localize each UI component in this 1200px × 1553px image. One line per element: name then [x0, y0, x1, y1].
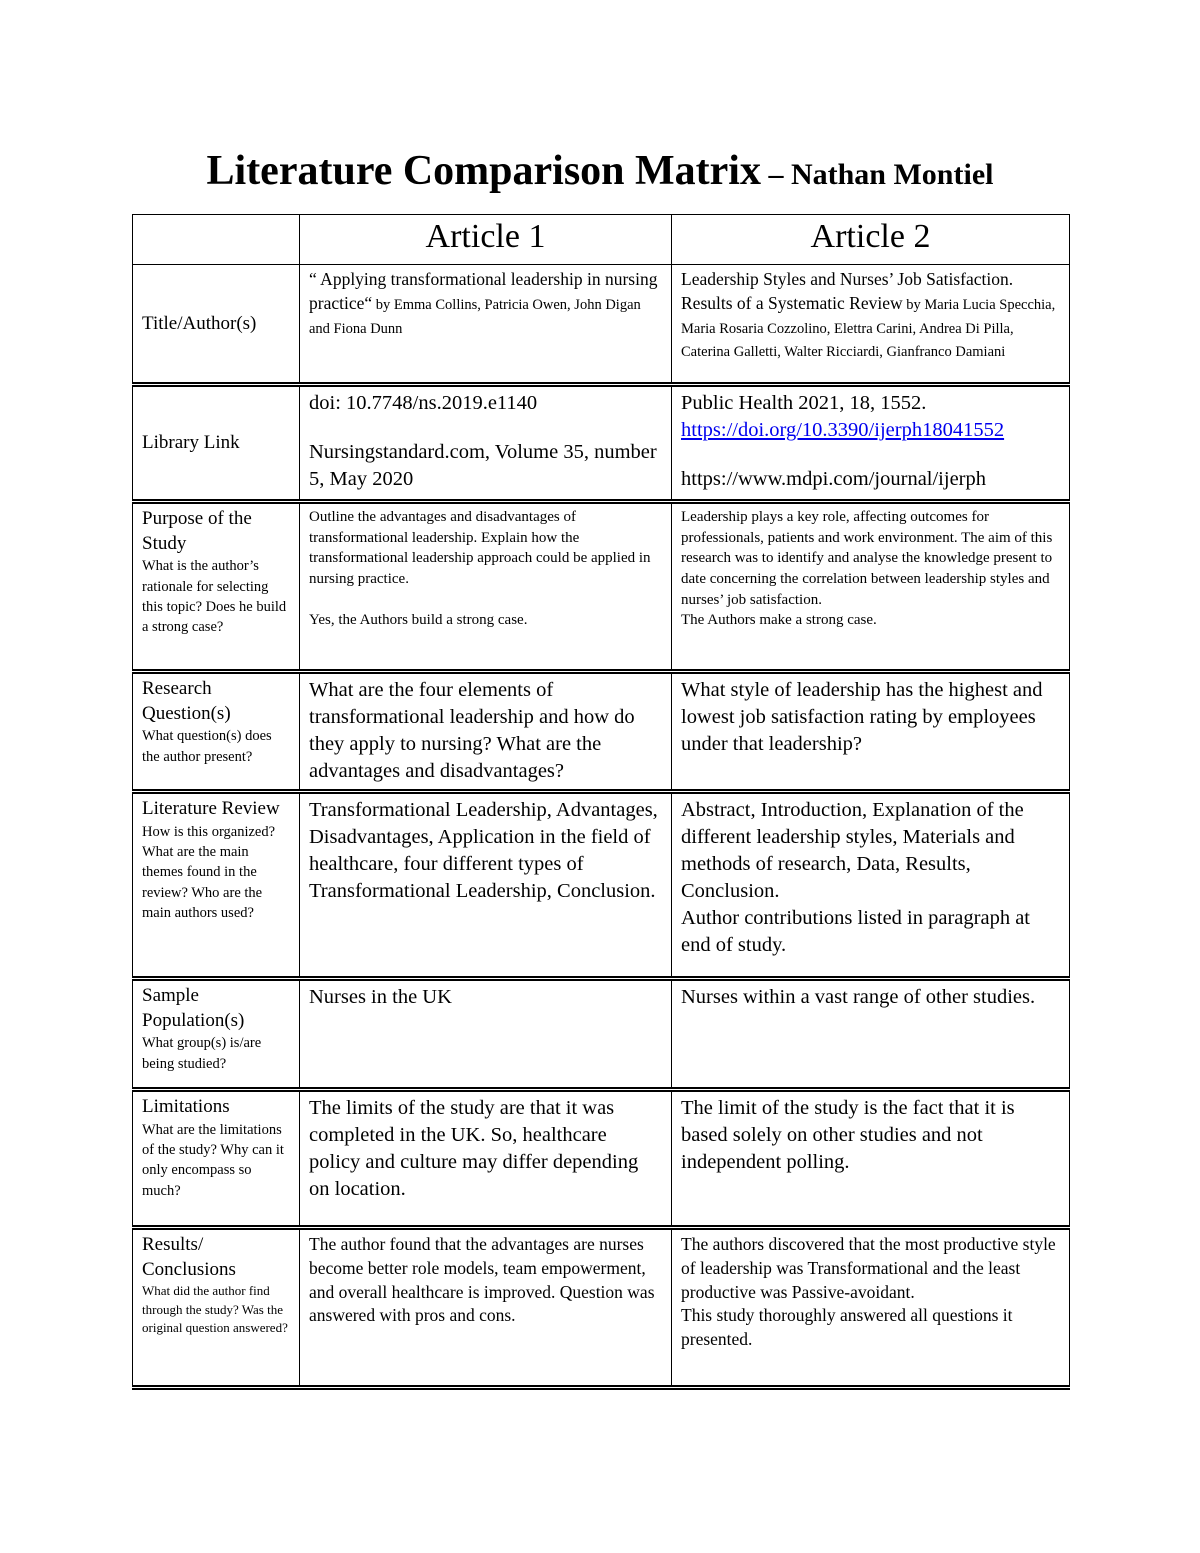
title-dash: –	[760, 158, 791, 191]
article-2-journal-url: https://www.mdpi.com/journal/ijerph	[681, 468, 986, 491]
article-2-limitations: The limit of the study is the fact that it is based solely on other studies and not independent polling.	[681, 1097, 1015, 1174]
article-1-limitations: The limits of the study are that it was completed in the UK. So, healthcare policy and culture may differ depending on location.	[309, 1097, 639, 1201]
row-label: Purpose of the Study	[142, 508, 252, 554]
document-title: Literature Comparison Matrix	[206, 148, 761, 194]
article-2-purpose-cell	[672, 502, 1070, 672]
article-2-results-verdict: This study thoroughly answered all questions it presented.	[681, 1305, 1013, 1350]
row-hint: What group(s) is/are being studied?	[142, 1035, 262, 1072]
article-1-review-cell	[300, 792, 672, 979]
row-sample-population	[133, 979, 1070, 1090]
article-1-title: “ Applying transformational leadership in nursing practice“	[309, 269, 658, 313]
row-purpose	[133, 502, 1070, 672]
row-label: Title/Author(s)	[142, 312, 257, 334]
article-1-limitations-cell	[300, 1090, 672, 1228]
spacer	[309, 417, 662, 439]
row-label: Results/ Conclusions	[142, 1234, 236, 1280]
article-2-limitations-cell	[672, 1090, 1070, 1228]
article-1-review: Transformational Leadership, Advantages, Disadvantages, Application in the field of healthcare, four different types of Transformational Leadership, Conclusion.	[309, 799, 658, 903]
row-label-cell	[133, 502, 300, 672]
article-2-authors: by Maria Lucia Specchia, Maria Rosaria Cozzolino, Elettra Carini, Andrea Di Pilla, Caterina Galletti, Walter Ricciardi, Gianfranco Damiani	[681, 296, 1056, 361]
article-2-source: Public Health 2021, 18, 1552.	[681, 392, 927, 414]
article-1-title-cell	[300, 265, 672, 385]
row-hint: What is the author’s rationale for selecting this topic? Does he build a strong case?	[142, 558, 287, 636]
article-1-purpose: Outline the advantages and disadvantages of transformational leadership. Explain how the transformational leadership approach could be applied in nursing practice.	[309, 509, 651, 588]
row-hint: What did the author find through the study? Was the original question answered?	[142, 1283, 288, 1335]
row-limitations	[133, 1090, 1070, 1228]
corner-cell	[133, 215, 300, 265]
row-title-author	[133, 265, 1070, 385]
row-label: Library Link	[142, 432, 240, 454]
article-1-purpose-cell	[300, 502, 672, 672]
row-label: Sample Population(s)	[142, 985, 245, 1031]
comparison-matrix-table	[132, 214, 1070, 1390]
row-research-question	[133, 672, 1070, 792]
article-2-results-cell	[672, 1228, 1070, 1388]
article-2-doi-link[interactable]: https://doi.org/10.3390/ijerph18041552	[681, 419, 1005, 442]
article-1-sample: Nurses in the UK	[309, 986, 452, 1008]
header-row	[133, 215, 1070, 265]
row-label-cell	[133, 1228, 300, 1388]
article-1-source: Nursingstandard.com, Volume 35, number 5, May 2020	[309, 441, 657, 491]
article-2-question-cell	[672, 672, 1070, 792]
row-hint: What are the limitations of the study? Why can it only encompass so much?	[142, 1121, 284, 1199]
article-2-sample: Nurses within a vast range of other studies.	[681, 986, 1036, 1008]
row-hint: How is this organized? What are the main themes found in the review? Who are the main authors used?	[142, 823, 276, 921]
header-article-1: Article 1	[300, 215, 672, 265]
document-author: Nathan Montiel	[790, 158, 994, 191]
row-hint: What question(s) does the author present?	[142, 728, 272, 765]
row-literature-review	[133, 792, 1070, 979]
article-1-question: What are the four elements of transformational leadership and how do they apply to nursing? What are the advantages and disadvantages?	[309, 679, 635, 783]
article-2-title-cell	[672, 265, 1070, 385]
article-1-results: The author found that the advantages are nurses become better role models, team empowerment, and overall healthcare is improved. Question was answered with pros and cons.	[309, 1234, 655, 1326]
row-label-cell	[133, 979, 300, 1090]
article-2-results: The authors discovered that the most productive style of leadership was Transformational and the least productive was Passive-avoidant.	[681, 1234, 1056, 1302]
article-1-authors: by Emma Collins, Patricia Owen, John Digan and Fiona Dunn	[309, 296, 641, 337]
article-1-question-cell	[300, 672, 672, 792]
article-2-library-cell	[672, 385, 1070, 502]
row-label-cell	[133, 265, 300, 385]
article-2-review-cell	[672, 792, 1070, 979]
article-2-review-contributions: Author contributions listed in paragraph at end of study.	[681, 907, 1030, 957]
article-1-library-cell	[300, 385, 672, 502]
article-1-doi: doi: 10.7748/ns.2019.e1140	[309, 392, 538, 414]
spacer	[309, 590, 662, 610]
row-label: Research Question(s)	[142, 678, 231, 724]
article-2-sample-cell	[672, 979, 1070, 1090]
article-1-sample-cell	[300, 979, 672, 1090]
header-article-2: Article 2	[672, 215, 1070, 265]
row-label-cell	[133, 385, 300, 502]
row-label-cell	[133, 672, 300, 792]
article-2-title: Leadership Styles and Nurses’ Job Satisfaction. Results of a Systematic Review	[681, 269, 1014, 313]
article-1-results-cell	[300, 1228, 672, 1388]
article-2-review: Abstract, Introduction, Explanation of the different leadership styles, Materials and methods of research, Data, Results, Conclusion.	[681, 799, 1024, 903]
article-2-question: What style of leadership has the highest and lowest job satisfaction rating by employees under that leadership?	[681, 679, 1043, 756]
row-label-cell	[133, 1090, 300, 1228]
page-title	[0, 150, 1200, 192]
article-1-purpose-verdict: Yes, the Authors build a strong case.	[309, 611, 528, 628]
article-2-purpose-verdict: The Authors make a strong case.	[681, 612, 877, 629]
row-label: Limitations	[142, 1096, 230, 1117]
row-library-link	[133, 385, 1070, 502]
row-label-cell	[133, 792, 300, 979]
row-results	[133, 1228, 1070, 1388]
spacer	[681, 444, 1060, 466]
row-label: Literature Review	[142, 798, 280, 819]
article-2-purpose: Leadership plays a key role, affecting outcomes for professionals, patients and work environment. The aim of this research was to identify and analyse the knowledge present to date concerning the correlation between leadership styles and nurses’ job satisfaction.	[681, 509, 1053, 608]
